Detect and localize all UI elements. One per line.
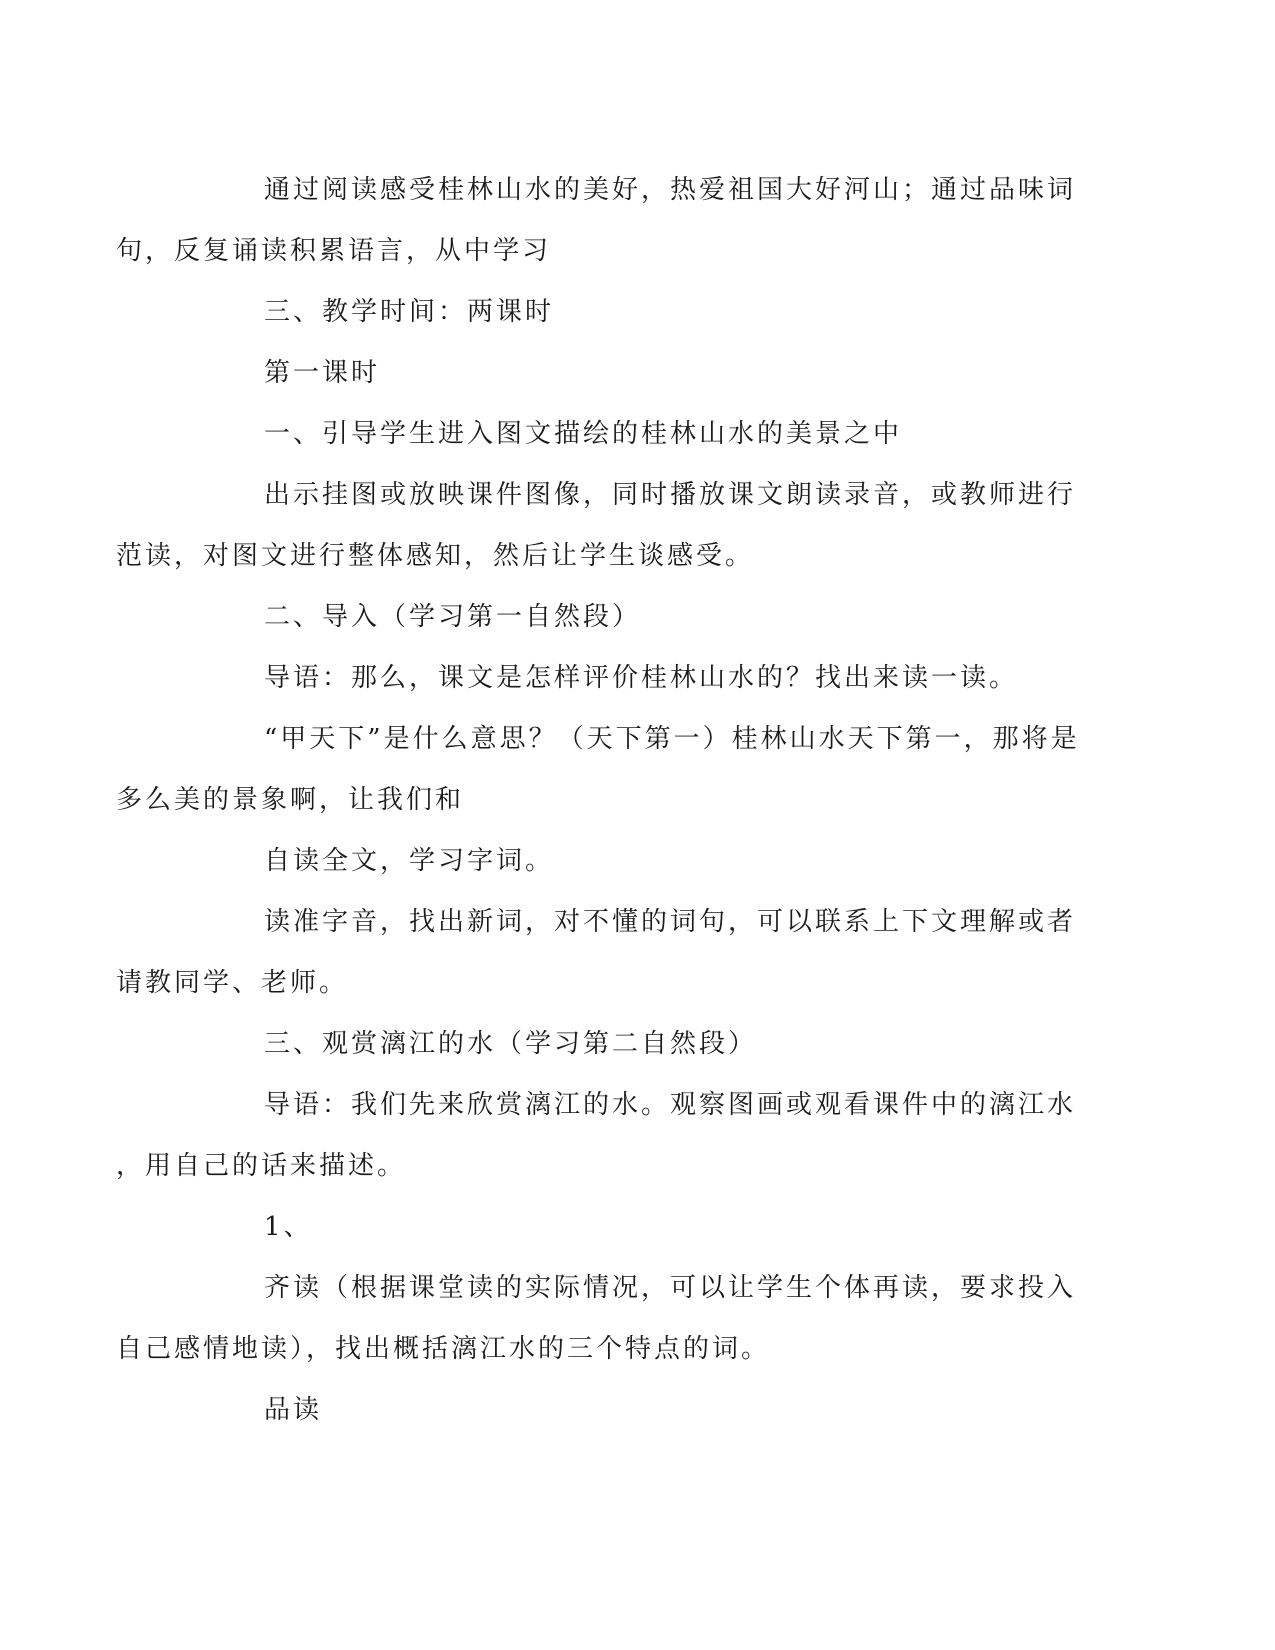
text-line: “甲天下”是什么意思？（天下第一）桂林山水天下第一，那将是 bbox=[264, 724, 1080, 754]
document-body bbox=[116, 160, 1080, 1441]
text-line: 请教同学、老师。 bbox=[116, 968, 349, 998]
text-line: 句，反复诵读积累语言，从中学习 bbox=[116, 236, 552, 266]
paragraph bbox=[116, 709, 1080, 831]
paragraph bbox=[190, 831, 1080, 892]
lesson-heading bbox=[190, 343, 1080, 404]
paragraph bbox=[116, 892, 1080, 1014]
text-line: 品读 bbox=[264, 1395, 323, 1425]
paragraph bbox=[190, 1380, 1080, 1441]
text-line: 导语：我们先来欣赏漓江的水。观察图画或观看课件中的漓江水 bbox=[264, 1090, 1077, 1120]
paragraph bbox=[116, 1075, 1080, 1197]
text-line: 一、引导学生进入图文描绘的桂林山水的美景之中 bbox=[264, 419, 903, 449]
paragraph bbox=[116, 1258, 1080, 1380]
text-line: 三、观赏漓江的水（学习第二自然段） bbox=[264, 1029, 758, 1059]
paragraph bbox=[116, 160, 1080, 282]
text-line: 读准字音，找出新词，对不懂的词句，可以联系上下文理解或者 bbox=[264, 907, 1077, 937]
section-heading bbox=[190, 282, 1080, 343]
paragraph bbox=[116, 465, 1080, 587]
text-line: 三、教学时间：两课时 bbox=[264, 297, 555, 327]
text-line: 范读，对图文进行整体感知，然后让学生谈感受。 bbox=[116, 541, 755, 571]
text-line: 二、导入（学习第一自然段） bbox=[264, 602, 642, 632]
text-line: 1、 bbox=[264, 1212, 313, 1242]
section-heading bbox=[190, 404, 1080, 465]
text-line: 出示挂图或放映课件图像，同时播放课文朗读录音，或教师进行 bbox=[264, 480, 1077, 510]
text-line: ，用自己的话来描述。 bbox=[116, 1151, 407, 1181]
text-line: 齐读（根据课堂读的实际情况，可以让学生个体再读，要求投入 bbox=[264, 1273, 1077, 1303]
text-line: 通过阅读感受桂林山水的美好，热爱祖国大好河山；通过品味词 bbox=[264, 175, 1077, 205]
section-heading bbox=[190, 1014, 1080, 1075]
section-heading bbox=[190, 587, 1080, 648]
text-line: 自己感情地读），找出概括漓江水的三个特点的词。 bbox=[116, 1334, 771, 1364]
text-line: 自读全文，学习字词。 bbox=[264, 846, 555, 876]
text-line: 导语：那么，课文是怎样评价桂林山水的？找出来读一读。 bbox=[264, 663, 1019, 693]
list-number bbox=[190, 1197, 1080, 1258]
text-line: 多么美的景象啊，让我们和 bbox=[116, 785, 465, 815]
paragraph bbox=[190, 648, 1080, 709]
text-line: 第一课时 bbox=[264, 358, 381, 388]
